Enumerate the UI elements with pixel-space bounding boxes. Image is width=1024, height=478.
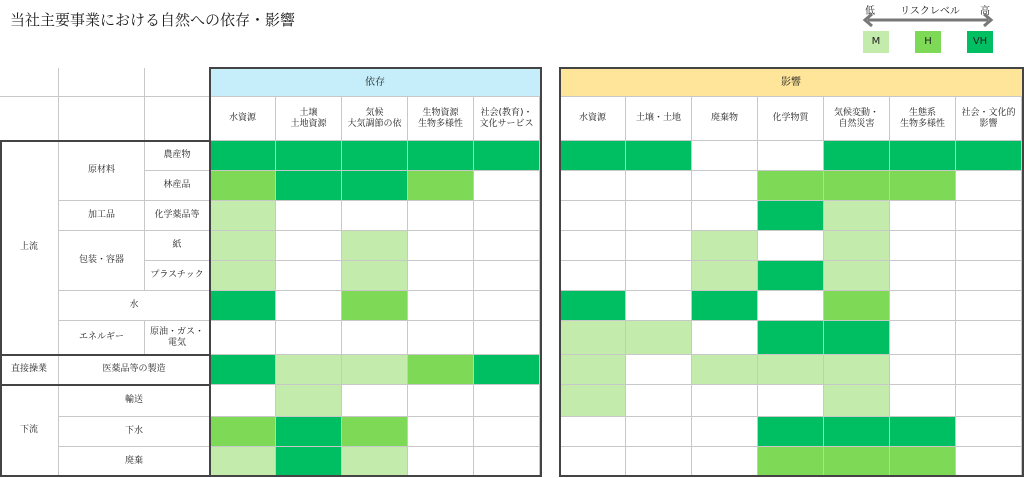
impact-cell-plastic-2-m (692, 261, 758, 291)
dependency-cell-agri-1-vh (276, 141, 342, 171)
impact-column-header (824, 97, 890, 141)
impact-cell-manufacturing-6 (956, 355, 1022, 385)
impact-cell-energy-0-m (560, 321, 626, 355)
impact-cell-paper-6 (956, 231, 1022, 261)
dependency-cell-forest-2-vh (342, 171, 408, 201)
impact-column-header-text: 廃棄物 (710, 113, 738, 123)
impact-cell-paper-1 (626, 231, 692, 261)
row-group-direct-operations (0, 355, 59, 385)
dependency-cell-waste-2-m (342, 447, 408, 477)
row-label-energy (59, 321, 145, 355)
impact-cell-chem-3-vh (758, 201, 824, 231)
impact-column-header-text: 水資源 (578, 113, 606, 123)
impact-cell-plastic-0 (560, 261, 626, 291)
impact-cell-waste-4-h (824, 447, 890, 477)
impact-cell-energy-6 (956, 321, 1022, 355)
row-label-paper (145, 231, 210, 261)
legend-level-h: H (915, 31, 941, 53)
dependency-cell-energy-3 (408, 321, 474, 355)
row-label-sewage-text: 下水 (124, 426, 143, 436)
row-group-downstream (0, 385, 59, 477)
dependency-cell-plastic-0-m (210, 261, 276, 291)
impact-cell-agri-4-vh (824, 141, 890, 171)
impact-cell-agri-6-vh (956, 141, 1022, 171)
dependency-header (210, 68, 540, 97)
impact-cell-agri-5-vh (890, 141, 956, 171)
impact-cell-transport-3 (758, 385, 824, 417)
dependency-cell-manufacturing-3-h (408, 355, 474, 385)
row-label-raw-materials (59, 141, 145, 201)
impact-column-header-text: 社会・文化的 影響 (961, 107, 1016, 129)
impact-cell-water-4-h (824, 291, 890, 321)
dependency-cell-manufacturing-0-vh (210, 355, 276, 385)
impact-cell-sewage-2 (692, 417, 758, 447)
impact-cell-energy-5 (890, 321, 956, 355)
header-blank-cell (0, 97, 59, 141)
impact-column-header (758, 97, 824, 141)
dependency-cell-chem-2 (342, 201, 408, 231)
impact-cell-manufacturing-2-m (692, 355, 758, 385)
impact-cell-water-0-vh (560, 291, 626, 321)
impact-header-text: 影響 (781, 76, 801, 88)
row-label-waste-text: 廃棄 (124, 456, 143, 466)
impact-cell-waste-6 (956, 447, 1022, 477)
dependency-cell-energy-4 (474, 321, 540, 355)
impact-cell-agri-2 (692, 141, 758, 171)
impact-cell-water-5 (890, 291, 956, 321)
dependency-column-header (276, 97, 342, 141)
impact-header (560, 68, 1022, 97)
dependency-column-header (210, 97, 276, 141)
row-label-waste (59, 447, 210, 477)
row-label-chem (145, 201, 210, 231)
group-separator (0, 354, 210, 356)
impact-column-header-text: 化学物質 (772, 113, 809, 123)
legend-level-vh: VH (967, 31, 993, 53)
impact-cell-plastic-3-vh (758, 261, 824, 291)
row-label-plastic (145, 261, 210, 291)
dependency-cell-sewage-3 (408, 417, 474, 447)
impact-cell-transport-4-m (824, 385, 890, 417)
impact-cell-forest-1 (626, 171, 692, 201)
dependency-cell-energy-2 (342, 321, 408, 355)
dependency-cell-transport-1-m (276, 385, 342, 417)
impact-cell-waste-1 (626, 447, 692, 477)
impact-cell-paper-4-m (824, 231, 890, 261)
dependency-cell-paper-4 (474, 231, 540, 261)
impact-cell-waste-5-h (890, 447, 956, 477)
dependency-cell-plastic-1 (276, 261, 342, 291)
impact-column-header (560, 97, 626, 141)
impact-cell-paper-2-m (692, 231, 758, 261)
row-label-energy-text: エネルギー (78, 332, 124, 342)
dependency-cell-plastic-3 (408, 261, 474, 291)
row-label-water-text: 水 (129, 300, 139, 310)
row-label-processed (59, 201, 145, 231)
dependency-cell-manufacturing-2-m (342, 355, 408, 385)
impact-cell-waste-3-h (758, 447, 824, 477)
header-blank-cell (59, 97, 145, 141)
impact-cell-water-1 (626, 291, 692, 321)
group-separator (0, 384, 210, 386)
dependency-cell-manufacturing-4-vh (474, 355, 540, 385)
dependency-cell-sewage-1-vh (276, 417, 342, 447)
legend-scale-label: リスクレベル (900, 6, 960, 17)
row-label-packaging (59, 231, 145, 291)
dependency-cell-water-2-h (342, 291, 408, 321)
row-label-chem-text: 化学薬品等 (154, 210, 200, 220)
dependency-cell-forest-0-h (210, 171, 276, 201)
row-label-manufacturing-text: 医薬品等の製造 (102, 364, 166, 374)
impact-cell-manufacturing-1 (626, 355, 692, 385)
dependency-cell-sewage-4 (474, 417, 540, 447)
dependency-cell-transport-4 (474, 385, 540, 417)
row-label-sewage (59, 417, 210, 447)
page-title: 当社主要事業における自然への依存・影響 (10, 11, 296, 29)
dependency-cell-waste-0-m (210, 447, 276, 477)
impact-cell-chem-4-m (824, 201, 890, 231)
impact-cell-water-3 (758, 291, 824, 321)
impact-cell-plastic-6 (956, 261, 1022, 291)
impact-cell-chem-1 (626, 201, 692, 231)
dependency-cell-water-4 (474, 291, 540, 321)
dependency-cell-agri-0-vh (210, 141, 276, 171)
dependency-cell-manufacturing-1-m (276, 355, 342, 385)
dependency-cell-paper-1 (276, 231, 342, 261)
dependency-column-header-text: 社会(教育)・ 文化サービス (479, 107, 534, 129)
impact-cell-water-2-vh (692, 291, 758, 321)
impact-column-header-text: 気候変動・ 自然災害 (833, 107, 879, 129)
dependency-cell-plastic-2-m (342, 261, 408, 291)
impact-cell-paper-0 (560, 231, 626, 261)
dependency-cell-paper-3 (408, 231, 474, 261)
header-blank-cell (0, 68, 59, 97)
impact-cell-manufacturing-0-m (560, 355, 626, 385)
row-label-agri-text: 農産物 (163, 150, 191, 160)
row-label-forest-text: 林産品 (163, 180, 191, 190)
impact-cell-forest-4-h (824, 171, 890, 201)
row-label-agri (145, 141, 210, 171)
impact-cell-manufacturing-3-m (758, 355, 824, 385)
row-label-manufacturing (59, 355, 210, 385)
dependency-cell-chem-1 (276, 201, 342, 231)
impact-cell-chem-2 (692, 201, 758, 231)
impact-cell-water-6 (956, 291, 1022, 321)
dependency-cell-agri-4-vh (474, 141, 540, 171)
impact-column-header-text: 土壌・土地 (635, 113, 681, 123)
dependency-cell-agri-3-vh (408, 141, 474, 171)
row-group-upstream-text: 上流 (19, 242, 38, 252)
dependency-cell-waste-4 (474, 447, 540, 477)
dependency-cell-transport-2 (342, 385, 408, 417)
impact-cell-manufacturing-4-m (824, 355, 890, 385)
dependency-cell-energy-1 (276, 321, 342, 355)
legend-low-label: 低 (865, 6, 875, 17)
impact-cell-energy-3-vh (758, 321, 824, 355)
header-blank-cell (145, 68, 210, 97)
dependency-cell-energy-0 (210, 321, 276, 355)
row-label-transport-text: 輸送 (124, 395, 143, 405)
row-group-downstream-text: 下流 (19, 425, 38, 435)
impact-column-header (626, 97, 692, 141)
dependency-cell-agri-2-vh (342, 141, 408, 171)
row-label-packaging-text: 包装・容器 (78, 255, 124, 265)
dependency-column-header (474, 97, 540, 141)
dependency-cell-water-1 (276, 291, 342, 321)
row-label-water (59, 291, 210, 321)
dependency-cell-chem-4 (474, 201, 540, 231)
impact-cell-chem-0 (560, 201, 626, 231)
impact-cell-sewage-3-vh (758, 417, 824, 447)
impact-cell-chem-6 (956, 201, 1022, 231)
dependency-column-header-text: 水資源 (228, 113, 256, 123)
dependency-cell-waste-1-vh (276, 447, 342, 477)
impact-cell-transport-6 (956, 385, 1022, 417)
row-group-upstream (0, 141, 59, 355)
dependency-cell-chem-3 (408, 201, 474, 231)
row-label-fuel (145, 321, 210, 355)
dependency-cell-transport-0 (210, 385, 276, 417)
dependency-cell-transport-3 (408, 385, 474, 417)
impact-cell-sewage-5-vh (890, 417, 956, 447)
dependency-column-header-text: 気候 大気調節の依 (347, 107, 402, 129)
impact-cell-transport-2 (692, 385, 758, 417)
impact-cell-chem-5 (890, 201, 956, 231)
impact-cell-plastic-4-m (824, 261, 890, 291)
dependency-cell-paper-0-m (210, 231, 276, 261)
impact-cell-transport-5 (890, 385, 956, 417)
row-label-plastic-text: プラスチック (150, 270, 204, 280)
header-blank-cell (59, 68, 145, 97)
impact-cell-waste-0 (560, 447, 626, 477)
dependency-column-header (408, 97, 474, 141)
impact-cell-agri-3 (758, 141, 824, 171)
impact-cell-energy-1-m (626, 321, 692, 355)
row-label-raw-materials-text: 原材料 (87, 165, 115, 175)
row-label-transport (59, 385, 210, 417)
row-group-direct-operations-text: 直接操業 (10, 364, 47, 374)
impact-column-header (890, 97, 956, 141)
impact-cell-energy-4-vh (824, 321, 890, 355)
legend-level-m: M (863, 31, 889, 53)
dependency-cell-water-3 (408, 291, 474, 321)
impact-cell-agri-0-vh (560, 141, 626, 171)
impact-cell-paper-3 (758, 231, 824, 261)
row-label-forest (145, 171, 210, 201)
impact-column-header (692, 97, 758, 141)
impact-cell-paper-5 (890, 231, 956, 261)
impact-column-header (956, 97, 1022, 141)
header-blank-cell (145, 97, 210, 141)
impact-cell-sewage-6 (956, 417, 1022, 447)
impact-cell-transport-0-m (560, 385, 626, 417)
impact-cell-manufacturing-5 (890, 355, 956, 385)
impact-cell-forest-6 (956, 171, 1022, 201)
dependency-cell-forest-1-vh (276, 171, 342, 201)
impact-cell-forest-5-h (890, 171, 956, 201)
impact-cell-forest-0 (560, 171, 626, 201)
impact-cell-transport-1 (626, 385, 692, 417)
dependency-column-header-text: 生物資源 生物多様性 (417, 107, 463, 129)
row-label-paper-text: 紙 (172, 240, 182, 250)
dependency-cell-water-0-vh (210, 291, 276, 321)
impact-cell-sewage-1 (626, 417, 692, 447)
dependency-cell-sewage-0-h (210, 417, 276, 447)
row-label-processed-text: 加工品 (87, 210, 115, 220)
dependency-cell-forest-3-h (408, 171, 474, 201)
dependency-cell-chem-0-m (210, 201, 276, 231)
row-label-fuel-text: 原油・ガス・ 電気 (149, 326, 204, 348)
dependency-cell-waste-3 (408, 447, 474, 477)
impact-cell-sewage-4-vh (824, 417, 890, 447)
dependency-header-text: 依存 (365, 76, 385, 88)
dependency-cell-paper-2-m (342, 231, 408, 261)
dependency-column-header (342, 97, 408, 141)
dependency-cell-forest-4 (474, 171, 540, 201)
impact-cell-forest-2 (692, 171, 758, 201)
dependency-column-header-text: 土壌 土地資源 (290, 107, 327, 129)
impact-cell-forest-3-h (758, 171, 824, 201)
impact-cell-plastic-5 (890, 261, 956, 291)
dependency-cell-sewage-2-h (342, 417, 408, 447)
dependency-cell-plastic-4 (474, 261, 540, 291)
impact-cell-plastic-1 (626, 261, 692, 291)
impact-cell-energy-2 (692, 321, 758, 355)
legend-high-label: 高 (980, 6, 990, 17)
impact-cell-waste-2 (692, 447, 758, 477)
impact-cell-agri-1-vh (626, 141, 692, 171)
impact-cell-sewage-0 (560, 417, 626, 447)
impact-column-header-text: 生態系 生物多様性 (899, 107, 945, 129)
